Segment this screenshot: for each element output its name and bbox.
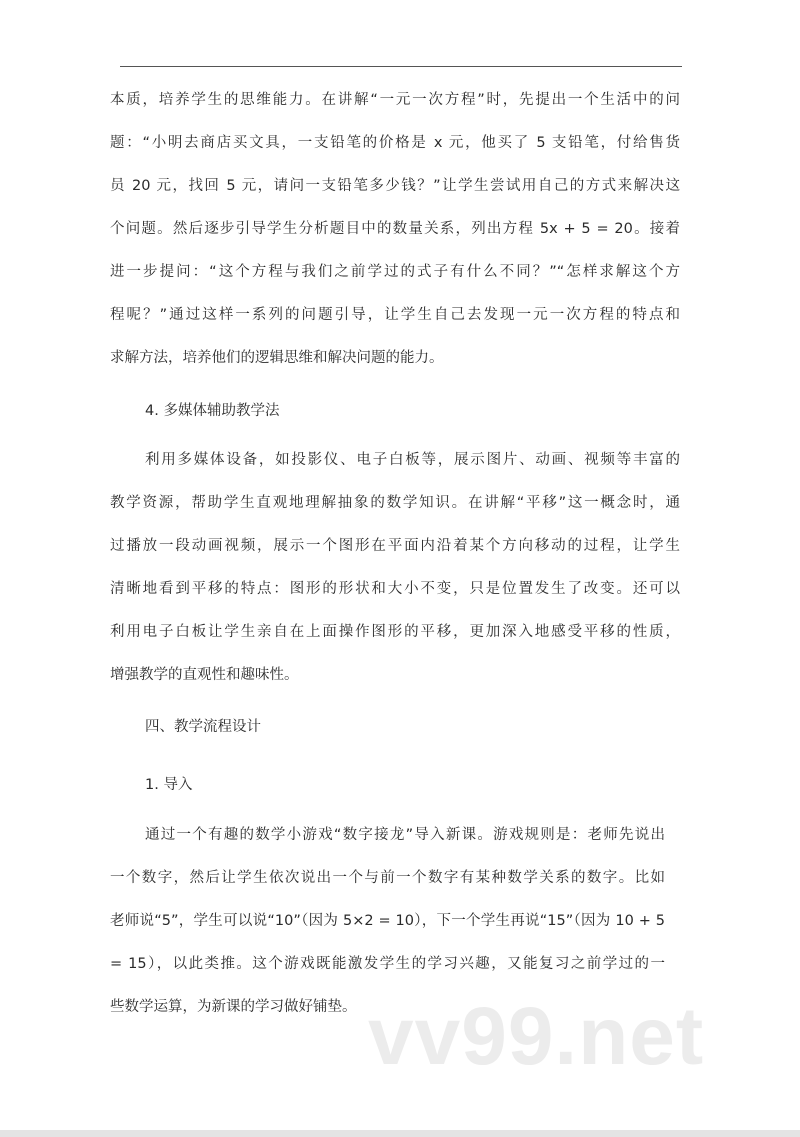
text-line: 教学资源，帮助学生直观地理解抽象的数学知识。在讲解“平移”这一概念时，通 (110, 495, 680, 511)
page-bottom-edge (0, 1130, 800, 1137)
heading-intro: 1. 导入 (145, 777, 193, 793)
text-line: 进一步提问：“这个方程与我们之前学过的式子有什么不同？”“怎样求解这个方 (110, 264, 680, 280)
text-line: 本质，培养学生的思维能力。在讲解“一元一次方程”时，先提出一个生活中的问 (110, 92, 680, 108)
text-line: 利用电子白板让学生亲自在上面操作图形的平移，更加深入地感受平移的性质， (110, 624, 680, 640)
text-line: 过播放一段动画视频，展示一个图形在平面内沿着某个方向移动的过程，让学生 (110, 538, 680, 554)
text-line: 些数学运算，为新课的学习做好铺垫。 (110, 999, 357, 1015)
text-line: 个问题。然后逐步引导学生分析题目中的数量关系，列出方程 5x + 5 = 20。接着 (110, 221, 680, 237)
text-line: 程呢？”通过这样一系列的问题引导，让学生自己去发现一元一次方程的特点和 (110, 307, 680, 323)
text-line: 利用多媒体设备，如投影仪、电子白板等，展示图片、动画、视频等丰富的 (145, 452, 680, 468)
watermark: vv99.net (368, 991, 705, 1082)
text-line: 老师说“5”，学生可以说“10”（因为 5×2 = 10），下一个学生再说“15”（因为 10 + 5 (110, 913, 665, 929)
text-line: 一个数字，然后让学生依次说出一个与前一个数字有某种数学关系的数字。比如 (110, 870, 665, 886)
heading-section-4: 四、教学流程设计 (145, 719, 261, 735)
heading-multimedia: 4. 多媒体辅助教学法 (145, 403, 280, 419)
text-line: 题：“小明去商店买文具，一支铅笔的价格是 x 元，他买了 5 支铅笔，付给售货 (110, 135, 680, 151)
text-line: 通过一个有趣的数学小游戏“数字接龙”导入新课。游戏规则是：老师先说出 (145, 827, 665, 843)
text-line: 增强教学的直观性和趣味性。 (110, 667, 299, 683)
text-line: 员 20 元，找回 5 元，请问一支铅笔多少钱？”让学生尝试用自己的方式来解决这 (110, 178, 680, 194)
text-line: 求解方法，培养他们的逻辑思维和解决问题的能力。 (110, 350, 444, 366)
header-rule (120, 66, 682, 67)
text-line: = 15），以此类推。这个游戏既能激发学生的学习兴趣，又能复习之前学过的一 (110, 956, 665, 972)
text-line: 清晰地看到平移的特点：图形的形状和大小不变，只是位置发生了改变。还可以 (110, 581, 680, 597)
